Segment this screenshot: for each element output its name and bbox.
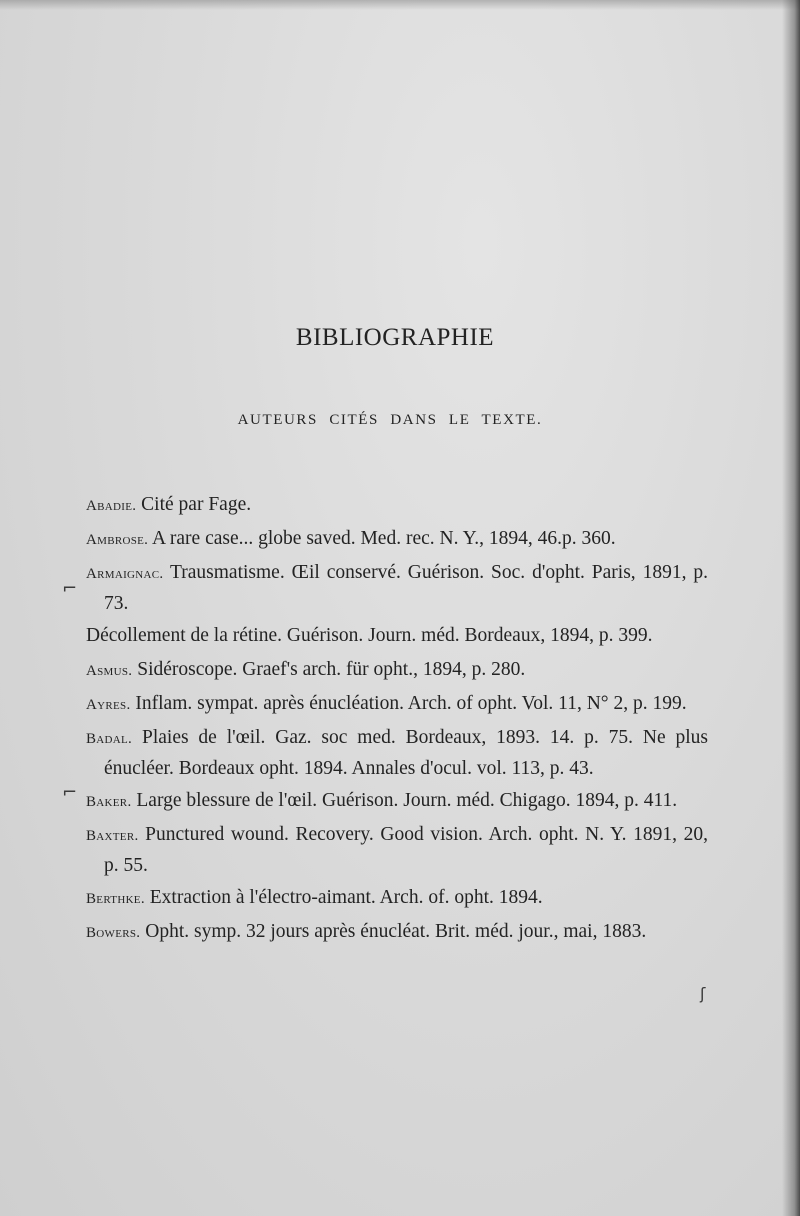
bibliography-list [86,490,708,951]
entry-text: Cité par Fage. [136,494,252,515]
entry-author: Ambrose. [86,532,149,548]
bibliography-entry [86,917,708,948]
bibliography-entry [86,689,708,720]
bibliography-entry [86,786,708,817]
entry-author: Baker. [86,794,132,810]
bibliography-entry [86,490,708,521]
entry-text: A rare case... globe saved. Med. rec. N. Y., 1894, 46.p. 360. [148,528,616,549]
bibliography-entry [86,883,708,914]
entry-author: Asmus. [86,663,133,679]
entry-author: Baxter. [86,828,139,844]
page-binding-shadow [782,0,800,1216]
entry-text: Punctured wound. Recovery. Good vision. Arch. opht. N. Y. 1891, 20, p. 55. [104,824,708,876]
bibliography-entry [86,655,708,686]
bibliography-entry [86,524,708,555]
page-top-shadow [0,0,800,10]
handwritten-mark-icon: ʃ [700,984,706,1003]
entry-text: Trausmatisme. Œil conservé. Guérison. Soc. d'opht. Paris, 1891, p. 73. [104,562,708,614]
entry-text: Opht. symp. 32 jours après énucléat. Brit. méd. jour., mai, 1883. [140,921,647,942]
bibliography-entry [86,723,708,783]
page-title: BIBLIOGRAPHIE [295,324,495,351]
entry-text: Inflam. sympat. après énucléation. Arch. of opht. Vol. 11, N° 2, p. 199. [130,693,687,714]
bibliography-entry [86,558,708,618]
entry-author: Ayres. [86,697,131,713]
entry-text: Plaies de l'œil. Gaz. soc med. Bordeaux, 1893. 14. p. 75. Ne plus énucléer. Bordeaux opht. 1894. Annales d'ocul. vol. 113, p. 43. [104,727,708,779]
entry-author: Badal. [86,731,133,747]
bibliography-entry [86,621,708,652]
entry-text: Large blessure de l'œil. Guérison. Journ. méd. Chigago. 1894, p. 411. [131,790,678,811]
bibliography-entry [86,820,708,880]
entry-author: Berthke. [86,891,145,907]
handwritten-mark-icon: ⌐ [62,578,78,599]
section-subtitle: AUTEURS CITÉS DANS LE TEXTE. [237,412,543,428]
entry-text: Sidéroscope. Graef's arch. für opht., 1894, p. 280. [132,659,526,680]
entry-text: Extraction à l'électro-aimant. Arch. of. opht. 1894. [144,887,543,908]
entry-author: Abadie. [86,498,137,514]
entry-author: Bowers. [86,925,141,941]
entry-text: Décollement de la rétine. Guérison. Journ. méd. Bordeaux, 1894, p. 399. [86,625,653,646]
entry-author: Armaignac. [86,566,164,582]
handwritten-mark-icon: ⌐ [62,782,78,803]
